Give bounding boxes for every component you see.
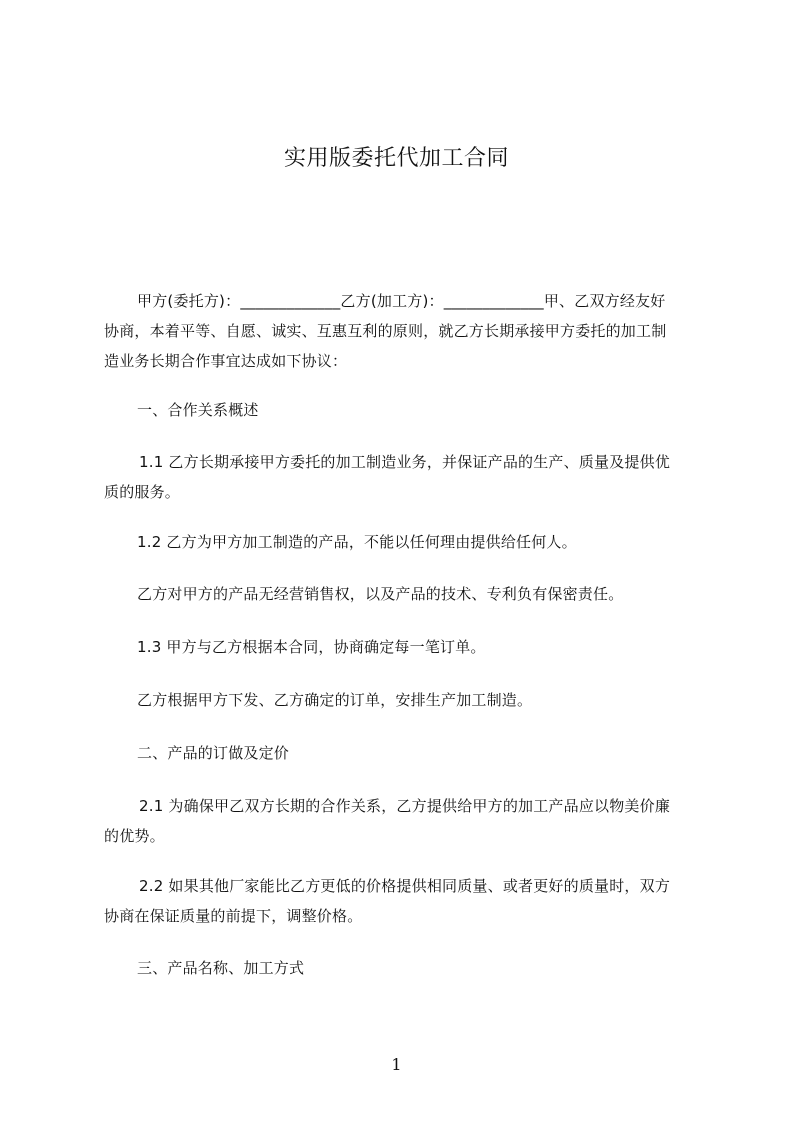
clause-line: 1.1 乙方长期承接甲方委托的加工制造业务，并保证产品的生产、质量及提供优 — [139, 453, 671, 471]
intro-line-1-tail: 甲、乙双方经友好 — [543, 292, 666, 310]
clause-line: 的优势。 — [104, 827, 165, 845]
page-number: 1 — [391, 1055, 402, 1074]
clause-1-1 — [104, 447, 700, 507]
clause-line: 质的服务。 — [104, 483, 181, 501]
clause-1-2-continued — [104, 579, 700, 609]
section-heading: 二、产品的订做及定价 — [137, 744, 290, 762]
party-a-label: 甲方(委托方)： — [137, 292, 241, 310]
document-title: 实用版委托代加工合同 — [283, 146, 509, 171]
party-b-blank: _____________ — [443, 292, 544, 310]
intro-line-2: 协商，本着平等、自愿、诚实、互惠互利的原则，就乙方长期承接甲方委托的加工制 — [104, 322, 667, 340]
clause-1-3 — [104, 632, 700, 662]
clause-line: 协商在保证质量的前提下，调整价格。 — [104, 907, 363, 925]
clause-line: 1.2 乙方为甲方加工制造的产品，不能以任何理由提供给任何人。 — [137, 533, 577, 551]
clause-line: 2.2 如果其他厂家能比乙方更低的价格提供相同质量、或者更好的质量时，双方 — [139, 877, 671, 895]
clause-1-2 — [104, 527, 700, 557]
clause-line: 2.1 为确保甲乙双方长期的合作关系，乙方提供给甲方的加工产品应以物美价廉 — [139, 797, 671, 815]
section-heading: 一、合作关系概述 — [137, 401, 259, 419]
party-b-label: 乙方(加工方)： — [340, 292, 444, 310]
section-heading: 三、产品名称、加工方式 — [137, 959, 305, 977]
intro-line-1 — [104, 286, 700, 316]
clause-line: 1.3 甲方与乙方根据本合同，协商确定每一笔订单。 — [137, 638, 486, 656]
clause-2-2 — [104, 871, 700, 931]
party-a-blank: _____________ — [240, 292, 341, 310]
intro-line-3: 造业务长期合作事宜达成如下协议： — [104, 352, 348, 370]
clause-line: 乙方根据甲方下发、乙方确定的订单，安排生产加工制造。 — [137, 691, 533, 709]
clause-1-3-continued — [104, 685, 700, 715]
intro-paragraph — [104, 286, 700, 376]
clause-line: 乙方对甲方的产品无经营销售权，以及产品的技术、专利负有保密责任。 — [137, 585, 624, 603]
clause-2-1 — [104, 791, 700, 851]
